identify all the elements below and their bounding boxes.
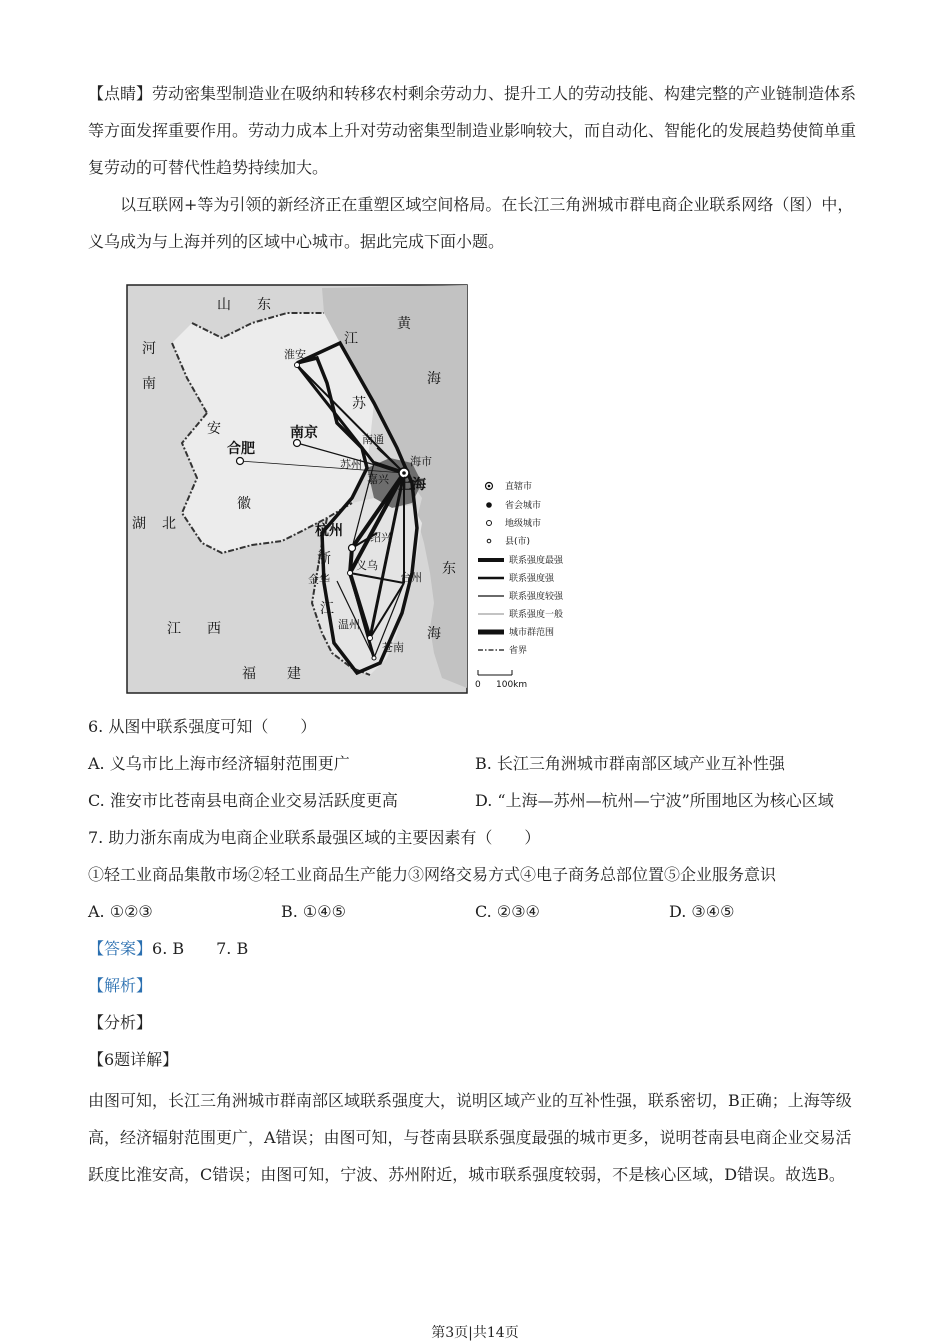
label-su: 苏 bbox=[352, 396, 366, 412]
label-bei: 北 bbox=[162, 516, 176, 532]
legend-province-border: 省界 bbox=[509, 646, 528, 656]
label-nantong: 南通 bbox=[362, 433, 384, 446]
note-label: 【点睛】 bbox=[88, 84, 153, 103]
fenxi-label: 【分析】 bbox=[88, 1013, 153, 1032]
huaian-marker bbox=[295, 363, 300, 368]
scale-label: 100km bbox=[496, 680, 528, 690]
yiwu-marker bbox=[348, 571, 353, 576]
map-svg bbox=[112, 283, 564, 695]
label-jinhua: 金华 bbox=[308, 573, 330, 586]
map-legend bbox=[475, 480, 564, 690]
legend-link-strongest: 联系强度最强 bbox=[509, 556, 564, 566]
label-nanjing: 南京 bbox=[290, 425, 318, 441]
hangzhou-marker bbox=[349, 545, 356, 552]
label-jiang-2: 江 bbox=[344, 331, 358, 347]
label-hangzhou: 杭州 bbox=[315, 523, 343, 539]
answer-text: 6. B 7. B bbox=[152, 939, 249, 958]
answer-label: 【答案】 bbox=[88, 939, 153, 958]
label-xi: 西 bbox=[207, 621, 221, 637]
q7-option-c: C. ②③④ bbox=[475, 902, 540, 921]
yangtze-delta-map bbox=[112, 283, 564, 695]
hefei-marker bbox=[237, 458, 244, 465]
legend-cluster-range: 城市群范围 bbox=[509, 628, 555, 638]
legend-provincial-capital: 省会城市 bbox=[505, 501, 542, 511]
label-jiang-3: 江 bbox=[320, 601, 334, 617]
label-hai-2: 海 bbox=[427, 626, 441, 642]
answer-line bbox=[88, 938, 248, 960]
label-taizhou: 台州 bbox=[400, 571, 422, 584]
label-nan: 南 bbox=[142, 376, 156, 392]
analysis-label: 【解析】 bbox=[88, 976, 153, 995]
label-dong-2: 东 bbox=[442, 561, 456, 577]
intro-paragraph: 以互联网+等为引领的新经济正在重塑区域空间格局。在长江三角洲城市群电商企业联系网络（图）中，义乌成为与上海并列的区域中心城市。据此完成下面小题。 bbox=[88, 195, 854, 251]
legend-county: 县(市) bbox=[505, 537, 531, 547]
q7-factors: ①轻工业商品集散市场②轻工业商品生产能力③网络交易方式④电子商务总部位置⑤企业服务意识 bbox=[88, 865, 777, 884]
q6-option-a: A. 义乌市比上海市经济辐射范围更广 bbox=[88, 754, 350, 773]
cangnan-marker bbox=[372, 656, 376, 660]
q7-option-d: D. ③④⑤ bbox=[669, 902, 735, 921]
label-cangnan: 苍南 bbox=[382, 641, 404, 654]
note-text: 劳动密集型制造业在吸纳和转移农村剩余劳动力、提升工人的劳动技能、构建完整的产业链制造体系等方面发挥重要作用。劳动力成本上升对劳动密集型制造业影响较大，而自动化、智能化的发展趋势使简单重复劳动的可替代性趋势持续加大。 bbox=[88, 84, 857, 177]
label-dong-1: 东 bbox=[257, 297, 271, 313]
label-huang: 黄 bbox=[397, 316, 411, 332]
legend-municipality: 直辖市 bbox=[505, 482, 533, 492]
label-jiang-1: 江 bbox=[167, 621, 181, 637]
wenzhou-marker bbox=[368, 636, 373, 641]
label-huaian: 淮安 bbox=[284, 348, 306, 361]
legend-link-medium: 联系强度较强 bbox=[509, 592, 564, 602]
q6-stem: 6. 从图中联系强度可知（ ） bbox=[88, 717, 317, 736]
label-an: 安 bbox=[207, 421, 221, 437]
q7-stem: 7. 助力浙东南成为电商企业联系最强区域的主要因素有（ ） bbox=[88, 828, 541, 847]
q7-option-b: B. ①④⑤ bbox=[281, 902, 346, 921]
label-yiwu: 义乌 bbox=[356, 559, 378, 572]
label-wenzhou: 温州 bbox=[338, 618, 360, 631]
detail-paragraph: 由图可知，长江三角洲城市群南部区域联系强度大，说明区域产业的互补性强，联系密切，B正确；上海等级高，经济辐射范围更广，A错误；由图可知，与苍南县联系强度最强的城市更多，说明苍南县电商企业交易活跃度比淮安高，C错误；由图可知，宁波、苏州附近，城市联系强度较弱，不是核心区域，D错误。故选B。 bbox=[88, 1091, 852, 1184]
label-suzhou: 苏州 bbox=[340, 458, 362, 471]
label-shan: 山 bbox=[217, 297, 231, 313]
scale-zero: 0 bbox=[475, 680, 481, 690]
label-hui: 徽 bbox=[237, 496, 251, 512]
legend-link-normal: 联系强度一般 bbox=[509, 610, 564, 620]
label-zhe: 浙 bbox=[317, 551, 331, 567]
label-jian: 建 bbox=[287, 666, 301, 682]
label-jiaxing: 嘉兴 bbox=[367, 473, 389, 486]
q7-option-a: A. ①②③ bbox=[88, 902, 153, 921]
label-he: 河 bbox=[142, 341, 156, 357]
label-hefei: 合肥 bbox=[227, 441, 255, 457]
label-hu: 湖 bbox=[132, 516, 146, 532]
page-footer: 第3页|共14页 bbox=[431, 1325, 519, 1341]
legend-link-strong: 联系强度强 bbox=[509, 574, 555, 584]
label-shaoxing: 绍兴 bbox=[370, 531, 392, 544]
q6-option-d: D. “上海—苏州—杭州—宁波”所围地区为核心区域 bbox=[475, 791, 834, 810]
label-fu: 福 bbox=[242, 666, 256, 682]
q6-option-c: C. 淮安市比苍南县电商企业交易活跃度更高 bbox=[88, 791, 398, 810]
label-hai-1: 海 bbox=[427, 371, 441, 387]
label-haishi: 海市 bbox=[410, 455, 432, 468]
q6-option-b: B. 长江三角洲城市群南部区域产业互补性强 bbox=[475, 754, 785, 773]
label-shanghai: 上海 bbox=[398, 477, 426, 493]
note-paragraph bbox=[88, 75, 864, 186]
legend-prefecture-city: 地级城市 bbox=[505, 519, 542, 529]
detail-title: 【6题详解】 bbox=[88, 1050, 179, 1069]
